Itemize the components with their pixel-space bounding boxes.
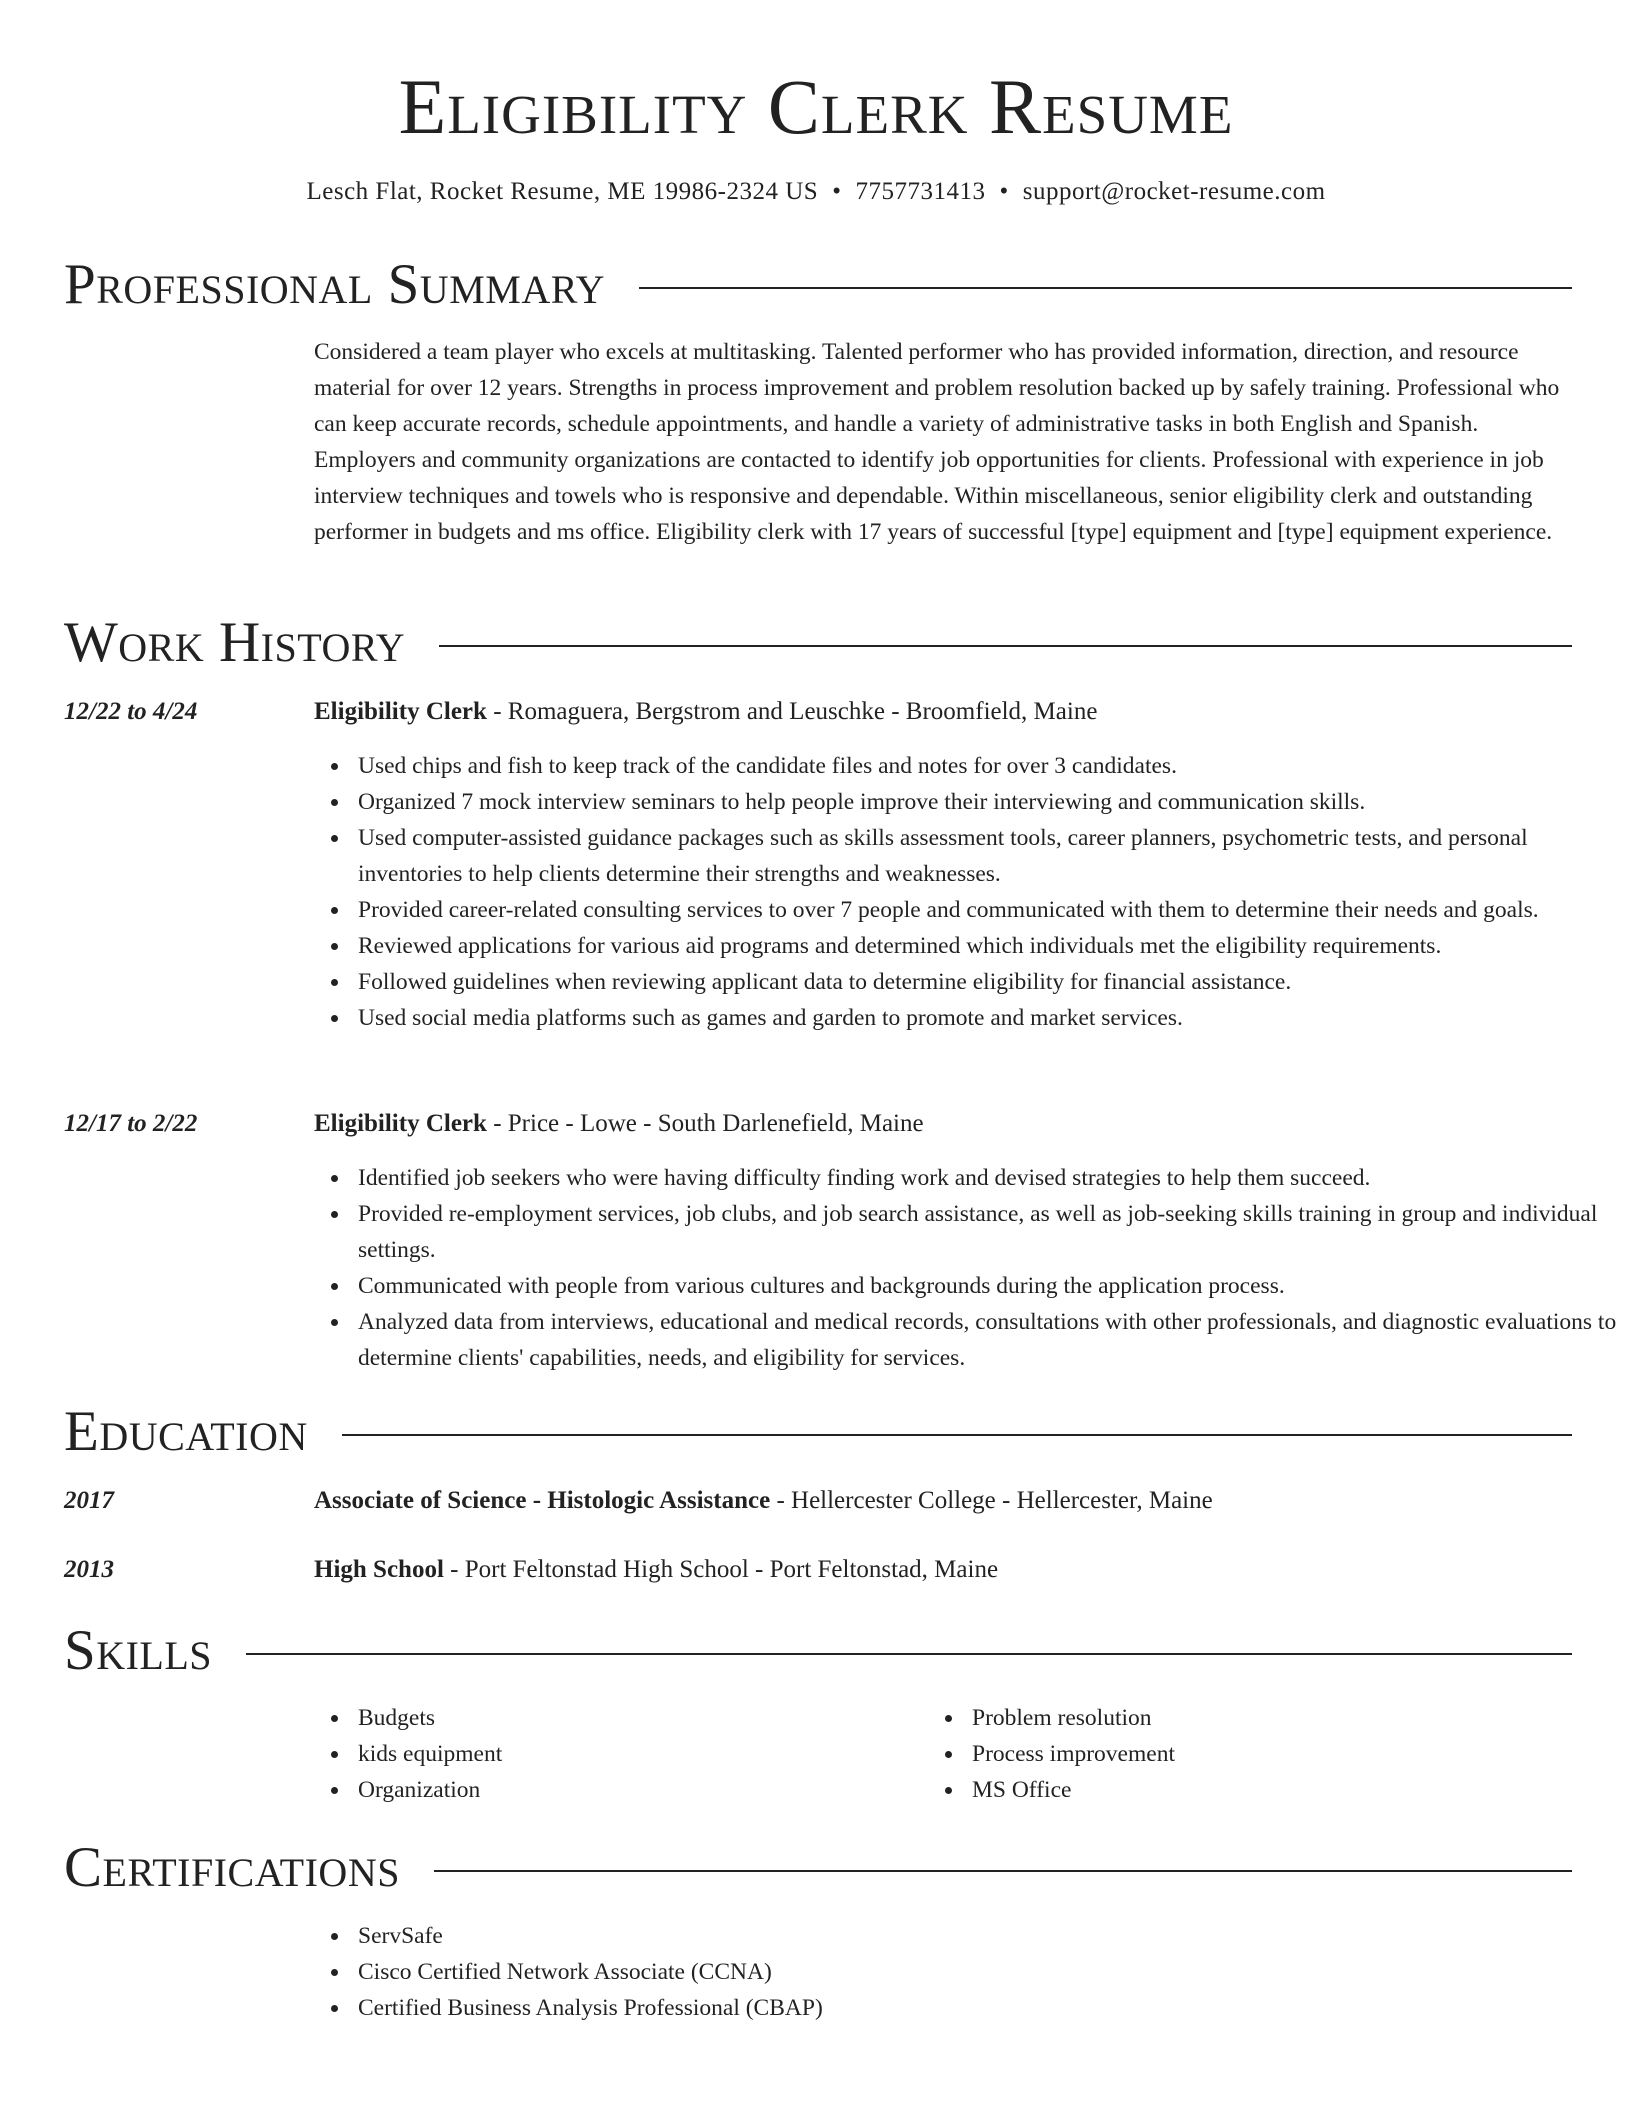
contact-email[interactable]: support@rocket-resume.com [1022, 178, 1326, 205]
list-item: Provided career-related consulting services to over 7 people and communicated with them to determine their needs and goals. [358, 892, 1620, 928]
certification-item: Cisco Certified Network Associate (CCNA) [358, 1954, 1620, 1990]
skills-list-left [314, 1700, 918, 1808]
education-details: - Port Feltonstad High School - Port Feltonstad, Maine [443, 1556, 999, 1583]
skills-list-right [928, 1700, 1572, 1808]
resume-title: Eligibility Clerk Resume [398, 63, 1234, 150]
skill-item: MS Office [972, 1772, 1572, 1808]
list-item: Reviewed applications for various aid programs and determined which individuals met the eligibility requirements. [358, 928, 1620, 964]
section-divider [439, 645, 1572, 647]
education-degree: Associate of Science - Histologic Assistance [314, 1487, 771, 1514]
skill-item: Budgets [358, 1700, 918, 1736]
job-details: - Romaguera, Bergstrom and Leuschke - Broomfield, Maine [486, 698, 1098, 725]
contact-separator: • [999, 178, 1009, 205]
job-title: Eligibility Clerk [314, 1110, 487, 1137]
list-item: Provided re-employment services, job clubs, and job search assistance, as well as job-seeking skills training in group and individual settings. [358, 1196, 1620, 1268]
section-divider [342, 1434, 1572, 1436]
list-item: Used computer-assisted guidance packages such as skills assessment tools, career planners, psychometric tests, and personal inventories to help clients determine their strengths and weaknesses. [358, 820, 1620, 892]
skill-item: Process improvement [972, 1736, 1572, 1772]
contact-separator: • [832, 178, 842, 205]
education-entry [314, 1483, 1576, 1519]
education-year: 2013 [64, 1556, 114, 1583]
work-heading: Work History [64, 611, 406, 674]
list-item: Organized 7 mock interview seminars to help people improve their interviewing and communication skills. [358, 784, 1620, 820]
list-item: Communicated with people from various cultures and backgrounds during the application process. [358, 1268, 1620, 1304]
job-dates: 12/17 to 2/22 [64, 1110, 198, 1137]
job-details: - Price - Lowe - South Darlenefield, Maine [486, 1110, 924, 1137]
section-divider [246, 1653, 1572, 1655]
certifications-section-header [64, 1836, 1572, 1900]
list-item: Used social media platforms such as games and garden to promote and market services. [358, 1000, 1620, 1036]
work-section-header [64, 611, 1572, 675]
summary-heading: Professional Summary [64, 253, 606, 316]
job-heading [314, 1106, 1576, 1142]
list-item: Used chips and fish to keep track of the candidate files and notes for over 3 candidates. [358, 748, 1620, 784]
job-bullet-list [314, 1160, 1620, 1376]
certifications-list [314, 1918, 1620, 2026]
skills-heading: Skills [64, 1619, 213, 1682]
education-degree: High School [314, 1556, 444, 1583]
contact-line [0, 176, 1632, 208]
job-dates: 12/22 to 4/24 [64, 698, 198, 725]
education-entry [314, 1552, 1576, 1588]
skills-section-header [64, 1619, 1572, 1683]
job-bullet-list [314, 748, 1620, 1036]
summary-text: Considered a team player who excels at multitasking. Talented performer who has provided information, direction, and resource material for over 12 years. Strengths in process improvement and problem resolution backed up by safely training. Professional who can keep accurate records, schedule appointments, and handle a variety of administrative tasks in both English and Spanish. Employers and community organizations are contacted to identify job opportunities for clients. Professional with experience in job interview techniques and towels who is responsive and dependable. Within miscellaneous, senior eligibility clerk and outstanding performer in budgets and ms office. Eligibility clerk with 17 years of successful [type] equipment and [type] equipment experience. [314, 339, 1560, 545]
job-heading [314, 694, 1576, 730]
list-item: Analyzed data from interviews, educational and medical records, consultations with other professionals, and diagnostic evaluations to determine clients' capabilities, needs, and eligibility for services. [358, 1304, 1620, 1376]
contact-phone: 7757731413 [855, 178, 986, 205]
list-item: Identified job seekers who were having difficulty finding work and devised strategies to help them succeed. [358, 1160, 1620, 1196]
list-item: Followed guidelines when reviewing applicant data to determine eligibility for financial assistance. [358, 964, 1620, 1000]
education-heading: Education [64, 1400, 308, 1463]
skill-item: Problem resolution [972, 1700, 1572, 1736]
section-divider [639, 287, 1572, 289]
certification-item: ServSafe [358, 1918, 1620, 1954]
education-section-header [64, 1400, 1572, 1464]
certification-item: Certified Business Analysis Professional (CBAP) [358, 1990, 1620, 2026]
skill-item: kids equipment [358, 1736, 918, 1772]
contact-address: Lesch Flat, Rocket Resume, ME 19986-2324 US [306, 178, 819, 205]
skill-item: Organization [358, 1772, 918, 1808]
section-divider [434, 1870, 1572, 1872]
certifications-heading: Certifications [64, 1836, 400, 1899]
education-details: - Hellercester College - Hellercester, Maine [770, 1487, 1213, 1514]
job-title: Eligibility Clerk [314, 698, 487, 725]
education-year: 2017 [64, 1487, 114, 1514]
summary-section-header [64, 253, 1572, 317]
